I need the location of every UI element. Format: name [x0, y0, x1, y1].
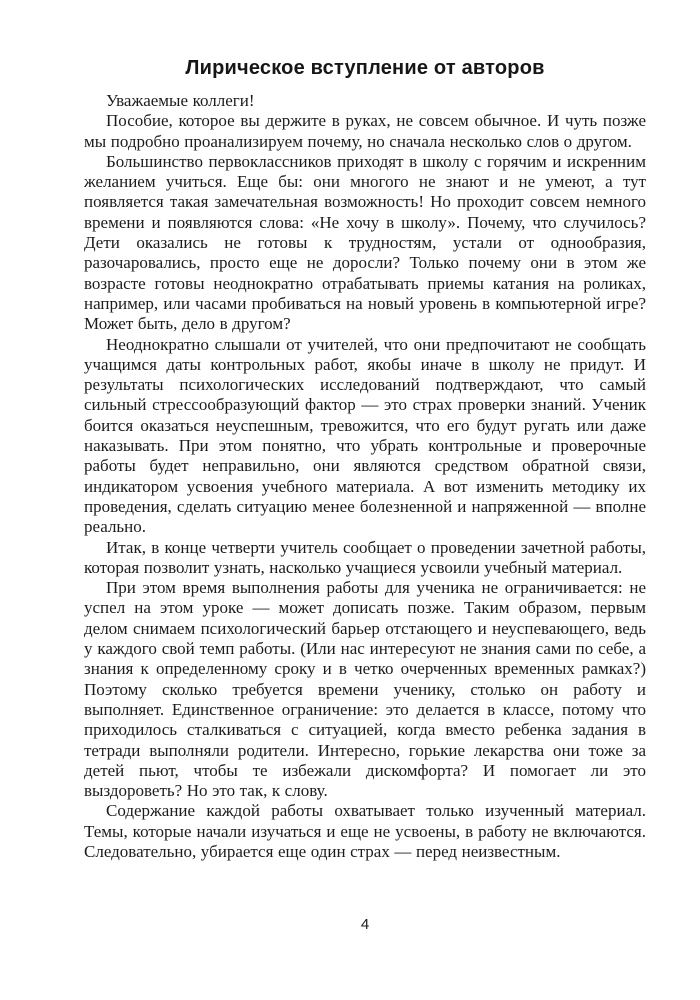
paragraph: Итак, в конце четверти учитель сообщает о проведении зачетной работы, которая позволит узнать, насколько учащиеся усвоили учебный материал. — [84, 537, 646, 577]
paragraph: Содержание каждой работы охватывает только изученный материал. Темы, которые начали изучаться и еще не усвоены, в работу не включаются. Следовательно, убирается еще один страх — перед неизвестным. — [84, 801, 646, 861]
paragraph: Большинство первоклассников приходят в школу с горячим и искренним желанием учиться. Еще бы: они многого не знают и не умеют, а тут появляется такая замечательная возможность! Но проходит совсем немного времени и появляются слова: «Не хочу в школу». Почему, что случилось? Дети оказались не готовы к трудностям, устали от однообразия, разочаровались, просто еще не доросли? Только почему они в этом же возрасте готовы неоднократно отрабатывать приемы катания на роликах, например, или часами пробиваться на новый уровень в компьютерной игре? Может быть, дело в другом? — [84, 151, 646, 334]
page-title: Лирическое вступление от авторов — [185, 57, 545, 79]
paragraph: При этом время выполнения работы для ученика не ограничивается: не успел на этом уроке — может дописать позже. Таким образом, первым делом снимаем психологический барьер отстающего и неуспевающего, ведь у каждого свой темп работы. (Или нас интересуют не знания сами по себе, а знания к определенному сроку и в четко очерченных временных рамках?) Поэтому сколько требуется времени ученику, столько он работу и выполняет. Единственное ограничение: это делается в классе, потому что приходилось сталкиваться с ситуацией, когда вместо ребенка задания в тетради выполняли родители. Интересно, горькие лекарства они тоже за детей пьют, чтобы те избежали дискомфорта? И помогает ли это выздороветь? Но это так, к слову. — [84, 578, 646, 801]
paragraph: Пособие, которое вы держите в руках, не совсем обычное. И чуть позже мы подробно проанализируем почему, но сначала несколько слов о другом. — [84, 111, 646, 151]
paragraph: Уважаемые коллеги! — [106, 91, 255, 110]
paragraph: Неоднократно слышали от учителей, что они предпочитают не сообщать учащимся даты контрольных работ, якобы иначе в школу не придут. И результаты психологических исследований подтверждают, что самый сильный стрессообразующий фактор — это страх проверки знаний. Ученик боится оказаться неуспешным, тревожится, что его будут ругать или даже наказывать. При этом понятно, что убрать контрольные и проверочные работы будет неправильно, они являются средством обратной связи, индикатором усвоения учебного материала. А вот изменить методику их проведения, сделать ситуацию менее болезненной и напряженной — вполне реально. — [84, 334, 646, 537]
body-text — [84, 91, 646, 862]
page-number: 4 — [360, 916, 370, 933]
text-block — [84, 56, 646, 862]
